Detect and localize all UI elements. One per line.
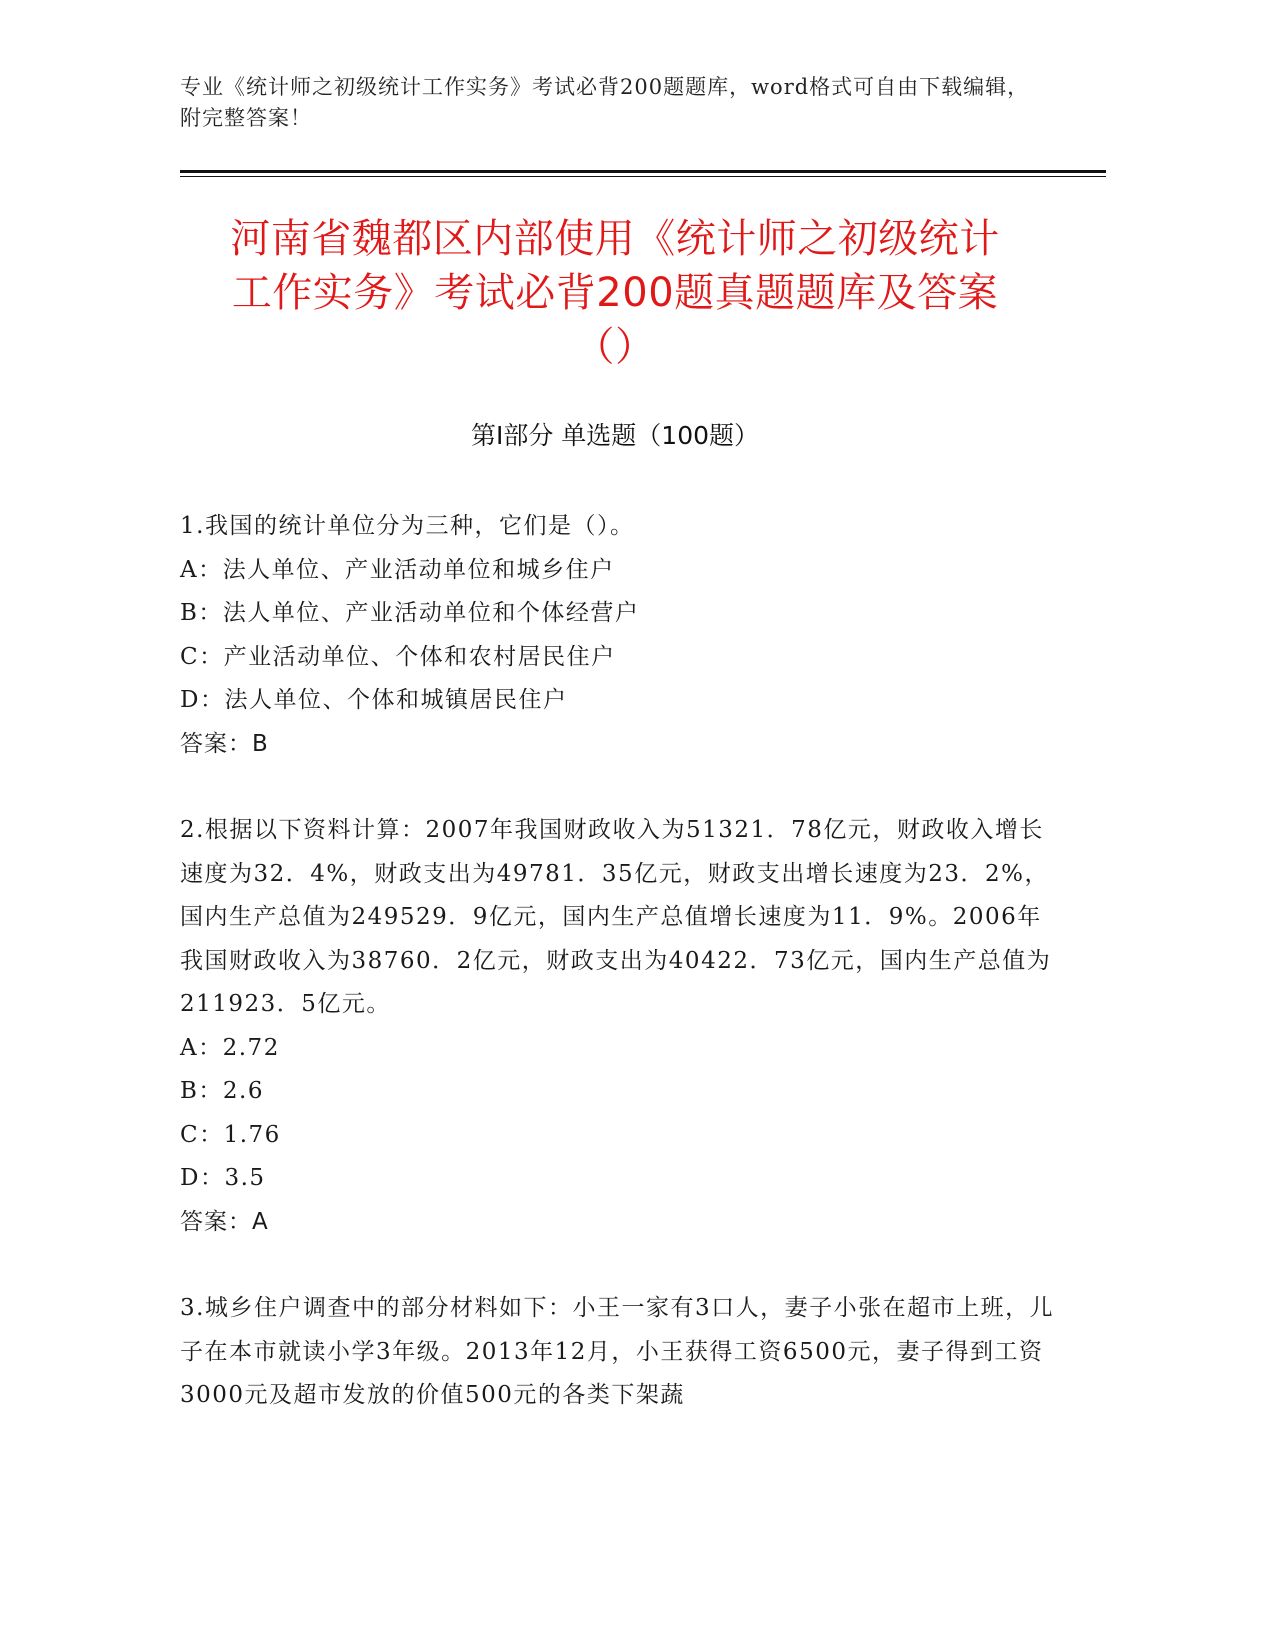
question-stem: 2.根据以下资料计算：2007年我国财政收入为51321．78亿元，财政收入增长速度为32．4%，财政支出为49781．35亿元，财政支出增长速度为23．2%，国内生产总值为249529．9亿元，国内生产总值增长速度为11．9%。2006年我国财政收入为38760．2亿元，财政支出为40422．73亿元，国内生产总值为211923．5亿元。 — [180, 817, 1052, 1017]
option-d: D：3.5 — [180, 1165, 266, 1191]
question-stem: 1.我国的统计单位分为三种，它们是（）。 — [180, 513, 635, 539]
option-b: B：法人单位、产业活动单位和个体经营户 — [180, 600, 640, 626]
header-note: 专业《统计师之初级统计工作实务》考试必背200题题库，word格式可自由下载编辑，附完整答案！ — [180, 75, 1030, 130]
title-line: （） — [574, 324, 656, 370]
header-divider-thick — [180, 170, 1106, 173]
option-c: C：1.76 — [180, 1121, 281, 1148]
question-list — [180, 505, 1060, 1461]
question-stem: 3.城乡住户调查中的部分材料如下：小王一家有3口人，妻子小张在超市上班，儿子在本市就读小学3年级。2013年12月，小王获得工资6500元，妻子得到工资3000元及超市发放的价值500元的各类下架蔬 — [180, 1295, 1055, 1408]
answer-line: 答案：A — [180, 1208, 269, 1235]
title-line: 工作实务》考试必背200题真题题库及答案 — [231, 270, 999, 316]
answer-line: 答案：B — [180, 730, 269, 757]
section-heading: 第Ⅰ部分 单选题（100题） — [470, 421, 760, 450]
document-title — [180, 212, 1050, 374]
option-b: B：2.6 — [180, 1078, 264, 1104]
question-1 — [180, 505, 1060, 766]
question-2 — [180, 809, 1060, 1244]
title-line: 河南省魏都区内部使用《统计师之初级统计 — [230, 216, 1000, 262]
option-a: A：法人单位、产业活动单位和城乡住户 — [180, 556, 615, 583]
option-c: C：产业活动单位、个体和农村居民住户 — [180, 643, 616, 670]
option-d: D：法人单位、个体和城镇居民住户 — [180, 687, 568, 713]
question-3 — [180, 1287, 1060, 1418]
option-a: A：2.72 — [180, 1034, 280, 1061]
header-divider-thin — [180, 176, 1106, 177]
